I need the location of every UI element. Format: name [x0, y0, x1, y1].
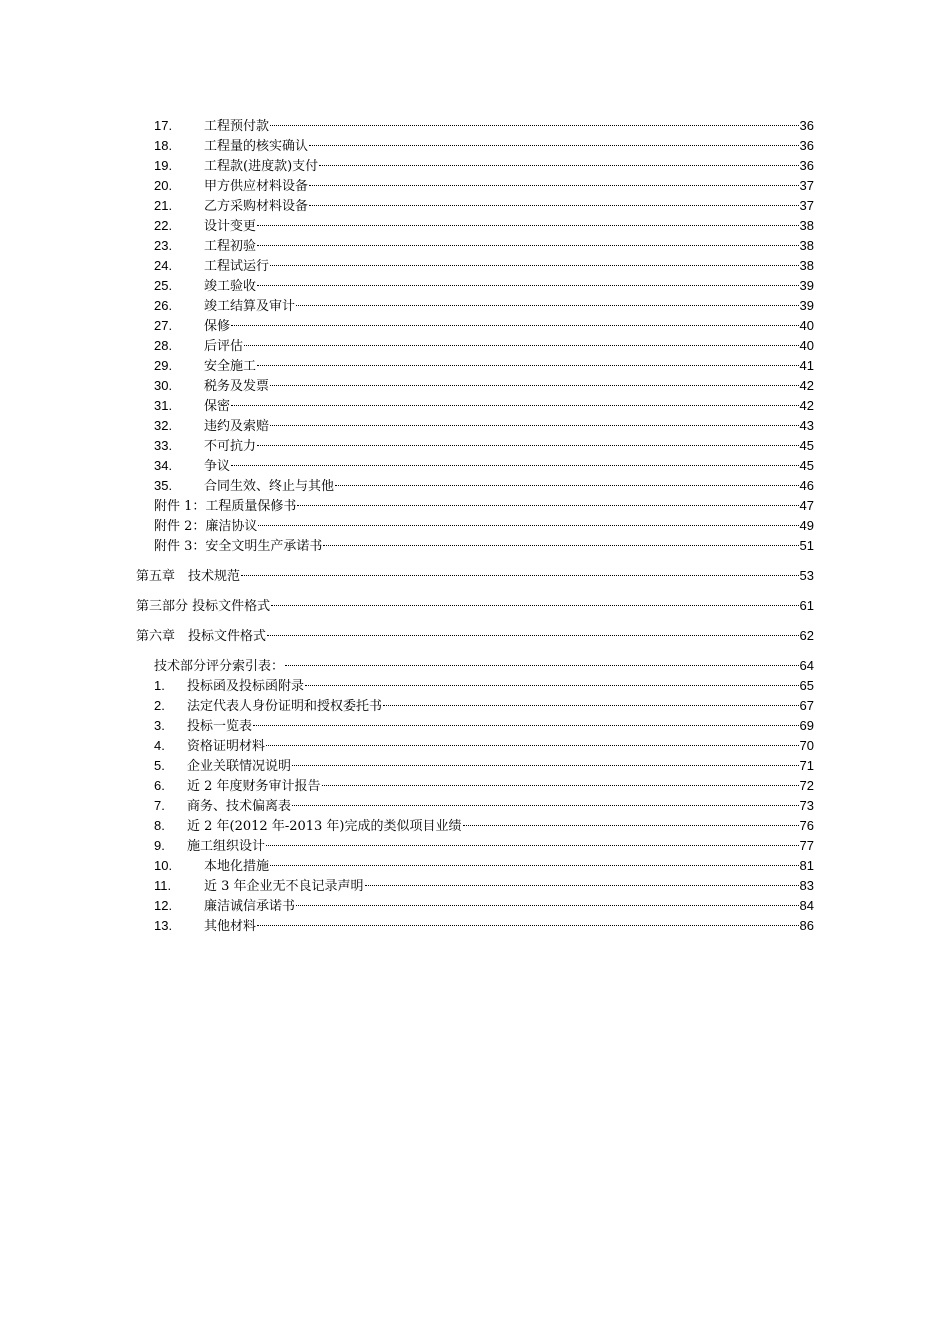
dot-leader [258, 525, 798, 526]
toc-entry-page: 72 [799, 778, 814, 793]
dot-leader [319, 165, 798, 166]
dot-leader [309, 145, 799, 146]
dot-leader [253, 725, 799, 726]
toc-entry-chapter5[interactable] [136, 566, 814, 586]
toc-entry-title: 工程试运行 [204, 259, 270, 274]
toc-entry[interactable] [136, 696, 814, 716]
dot-leader [257, 445, 799, 446]
dot-leader [231, 405, 799, 406]
toc-entry-title: 保密 [204, 399, 231, 414]
toc-entry-page: 71 [799, 758, 814, 773]
toc-entry-title: 安全施工 [204, 359, 257, 374]
toc-entry-number: 35. [154, 478, 173, 493]
dot-leader [270, 425, 799, 426]
toc-entry[interactable] [136, 516, 814, 536]
toc-entry-title: 工程量的核实确认 [204, 139, 309, 154]
toc-entry-number: 18. [154, 138, 173, 153]
toc-entry-number: 19. [154, 158, 173, 173]
toc-entry[interactable] [136, 876, 814, 896]
toc-entry[interactable] [136, 856, 814, 876]
toc-entry-number: 13. [154, 918, 173, 933]
toc-entry-title: 竣工验收 [204, 279, 257, 294]
dot-leader [335, 485, 799, 486]
toc-entry[interactable] [136, 216, 814, 236]
toc-entry-page: 45 [799, 458, 814, 473]
toc-entry-page: 61 [799, 598, 814, 613]
toc-entry[interactable] [136, 176, 814, 196]
dot-leader [365, 885, 799, 886]
dot-leader [271, 605, 798, 606]
dot-leader [270, 385, 799, 386]
toc-entry-page: 70 [799, 738, 814, 753]
toc-entry-page: 76 [799, 818, 814, 833]
toc-entry-page: 38 [799, 238, 814, 253]
toc-entry-number: 7. [154, 798, 165, 813]
toc-entry-title: 工程初验 [204, 239, 257, 254]
toc-entry-title: 附件 2：廉洁协议 [154, 519, 258, 534]
toc-entry[interactable] [136, 256, 814, 276]
toc-entry-title: 竣工结算及审计 [204, 299, 296, 314]
toc-entry-number: 33. [154, 438, 173, 453]
toc-entry-page: 37 [799, 198, 814, 213]
dot-leader [266, 745, 799, 746]
toc-entry[interactable] [136, 456, 814, 476]
dot-leader [266, 845, 799, 846]
dot-leader [297, 505, 798, 506]
toc-entry-title: 廉洁诚信承诺书 [204, 899, 296, 914]
toc-entry-page: 64 [799, 658, 814, 673]
toc-entry-page: 36 [799, 118, 814, 133]
toc-entry-title: 附件 1：工程质量保修书 [154, 499, 297, 514]
toc-entry-number: 5. [154, 758, 165, 773]
dot-leader [383, 705, 799, 706]
bid-document-list-a [136, 676, 814, 856]
toc-entry-title: 违约及索赔 [204, 419, 270, 434]
toc-entry-title: 其他材料 [204, 919, 257, 934]
toc-entry-number: 10. [154, 858, 173, 873]
dot-leader [257, 225, 799, 226]
toc-entry-title: 施工组织设计 [187, 839, 266, 854]
toc-entry-title: 商务、技术偏离表 [187, 799, 292, 814]
toc-entry-number: 2. [154, 698, 165, 713]
toc-entry-page: 46 [799, 478, 814, 493]
dot-leader [267, 635, 799, 636]
toc-entry[interactable] [136, 756, 814, 776]
toc-entry-page: 81 [799, 858, 814, 873]
toc-entry-title: 投标一览表 [187, 719, 253, 734]
toc-entry-title: 投标函及投标函附录 [187, 679, 305, 694]
toc-entry[interactable] [136, 336, 814, 356]
toc-entry-page: 36 [799, 158, 814, 173]
toc-entry[interactable] [136, 236, 814, 256]
dot-leader [309, 185, 799, 186]
toc-entry-title: 附件 3：安全文明生产承诺书 [154, 539, 323, 554]
toc-entry-page: 42 [799, 378, 814, 393]
toc-entry[interactable] [136, 156, 814, 176]
toc-entry-title: 甲方供应材料设备 [204, 179, 309, 194]
dot-leader [270, 865, 799, 866]
toc-entry-page: 62 [799, 628, 814, 643]
toc-entry-number: 12. [154, 898, 173, 913]
toc-entry-number: 4. [154, 738, 165, 753]
toc-entry-page: 84 [799, 898, 814, 913]
toc-entry-number: 11. [154, 878, 172, 893]
toc-entry-title: 乙方采购材料设备 [204, 199, 309, 214]
toc-entry-number: 20. [154, 178, 173, 193]
toc-entry[interactable] [136, 896, 814, 916]
toc-entry-page: 36 [799, 138, 814, 153]
dot-leader [270, 125, 799, 126]
toc-entry-page: 73 [799, 798, 814, 813]
toc-entry-number: 27. [154, 318, 173, 333]
toc-entry-page: 86 [799, 918, 814, 933]
toc-entry-title: 近 2 年度财务审计报告 [187, 779, 321, 794]
toc-entry-page: 40 [799, 338, 814, 353]
toc-entry-chapter6[interactable] [136, 626, 814, 646]
toc-entry-title: 税务及发票 [204, 379, 270, 394]
toc-entry-title: 后评估 [204, 339, 244, 354]
toc-entry[interactable] [136, 736, 814, 756]
toc-entry-page: 47 [799, 498, 814, 513]
dot-leader [257, 245, 799, 246]
toc-entry[interactable] [136, 316, 814, 336]
toc-entry-page: 37 [799, 178, 814, 193]
toc-entry-title: 近 3 年企业无不良记录声明 [204, 879, 364, 894]
toc-entry-page: 38 [799, 218, 814, 233]
dot-leader [241, 575, 799, 576]
contract-clause-list [136, 116, 814, 496]
toc-entry-part3[interactable] [136, 596, 814, 616]
toc-entry-number: 25. [154, 278, 173, 293]
toc-entry-page: 39 [799, 298, 814, 313]
toc-entry-page: 38 [799, 258, 814, 273]
toc-entry-number: 32. [154, 418, 173, 433]
toc-entry[interactable] [136, 676, 814, 696]
dot-leader [292, 765, 799, 766]
dot-leader [309, 205, 799, 206]
toc-entry-page: 39 [799, 278, 814, 293]
dot-leader [296, 305, 799, 306]
toc-entry-page: 40 [799, 318, 814, 333]
dot-leader [296, 905, 799, 906]
toc-entry-number: 29. [154, 358, 173, 373]
dot-leader [463, 825, 799, 826]
dot-leader [244, 345, 799, 346]
toc-entry-title: 设计变更 [204, 219, 257, 234]
dot-leader [292, 805, 799, 806]
toc-entry-page: 51 [799, 538, 814, 553]
toc-entry-title: 争议 [204, 459, 231, 474]
toc-entry[interactable] [136, 496, 814, 516]
toc-entry-number: 8. [154, 818, 165, 833]
toc-entry-title: 资格证明材料 [187, 739, 266, 754]
toc-entry-page: 45 [799, 438, 814, 453]
toc-entry-number: 3. [154, 718, 165, 733]
toc-entry-page: 67 [799, 698, 814, 713]
toc-entry-title: 合同生效、终止与其他 [204, 479, 335, 494]
toc-entry-number: 17. [154, 118, 173, 133]
toc-entry-title: 第六章 投标文件格式 [136, 629, 267, 644]
toc-entry-number: 21. [154, 198, 173, 213]
toc-entry-page: 41 [799, 358, 814, 373]
toc-entry-title: 技术部分评分索引表： [154, 659, 285, 674]
toc-entry-score-index[interactable] [136, 656, 814, 676]
toc-entry-number: 31. [154, 398, 173, 413]
toc-entry-page: 49 [799, 518, 814, 533]
toc-entry[interactable] [136, 276, 814, 296]
toc-entry[interactable] [136, 296, 814, 316]
toc-entry-page: 53 [799, 568, 814, 583]
toc-entry-page: 83 [799, 878, 814, 893]
toc-entry[interactable] [136, 436, 814, 456]
toc-entry-title: 第三部分 投标文件格式 [136, 599, 271, 614]
toc-entry-title: 近 2 年(2012 年-2013 年)完成的类似项目业绩 [187, 819, 462, 834]
toc-entry-number: 24. [154, 258, 173, 273]
toc-entry-number: 34. [154, 458, 173, 473]
toc-entry[interactable] [136, 416, 814, 436]
toc-entry-number: 28. [154, 338, 173, 353]
table-of-contents [136, 116, 814, 936]
toc-entry[interactable] [136, 396, 814, 416]
toc-entry-page: 69 [799, 718, 814, 733]
toc-entry-page: 43 [799, 418, 814, 433]
toc-entry[interactable] [136, 136, 814, 156]
dot-leader [270, 265, 799, 266]
toc-entry-number: 30. [154, 378, 173, 393]
dot-leader [285, 665, 799, 666]
toc-entry-title: 工程款(进度款)支付 [204, 159, 319, 174]
toc-entry-number: 9. [154, 838, 165, 853]
toc-entry[interactable] [136, 776, 814, 796]
toc-entry[interactable] [136, 196, 814, 216]
dot-leader [257, 925, 799, 926]
toc-entry-number: 1. [154, 678, 165, 693]
toc-entry-number: 23. [154, 238, 173, 253]
toc-entry[interactable] [136, 836, 814, 856]
toc-entry-title: 保修 [204, 319, 231, 334]
toc-entry-title: 不可抗力 [204, 439, 257, 454]
toc-entry-number: 6. [154, 778, 165, 793]
toc-entry[interactable] [136, 116, 814, 136]
toc-entry[interactable] [136, 916, 814, 936]
toc-entry[interactable] [136, 476, 814, 496]
toc-entry[interactable] [136, 356, 814, 376]
toc-entry[interactable] [136, 816, 814, 836]
toc-entry-title: 本地化措施 [204, 859, 270, 874]
toc-entry[interactable] [136, 376, 814, 396]
toc-entry-title: 第五章 技术规范 [136, 569, 241, 584]
dot-leader [305, 685, 799, 686]
dot-leader [231, 465, 799, 466]
toc-entry-page: 42 [799, 398, 814, 413]
toc-entry-title: 企业关联情况说明 [187, 759, 292, 774]
attachment-list [136, 496, 814, 556]
dot-leader [323, 545, 798, 546]
toc-entry-number: 26. [154, 298, 173, 313]
toc-entry[interactable] [136, 796, 814, 816]
dot-leader [322, 785, 799, 786]
toc-entry[interactable] [136, 716, 814, 736]
toc-entry-number: 22. [154, 218, 173, 233]
toc-entry-page: 77 [799, 838, 814, 853]
toc-entry[interactable] [136, 536, 814, 556]
dot-leader [231, 325, 799, 326]
toc-entry-title: 工程预付款 [204, 119, 270, 134]
dot-leader [257, 365, 799, 366]
dot-leader [257, 285, 799, 286]
toc-entry-title: 法定代表人身份证明和授权委托书 [187, 699, 383, 714]
toc-entry-page: 65 [799, 678, 814, 693]
bid-document-list-b [136, 856, 814, 936]
